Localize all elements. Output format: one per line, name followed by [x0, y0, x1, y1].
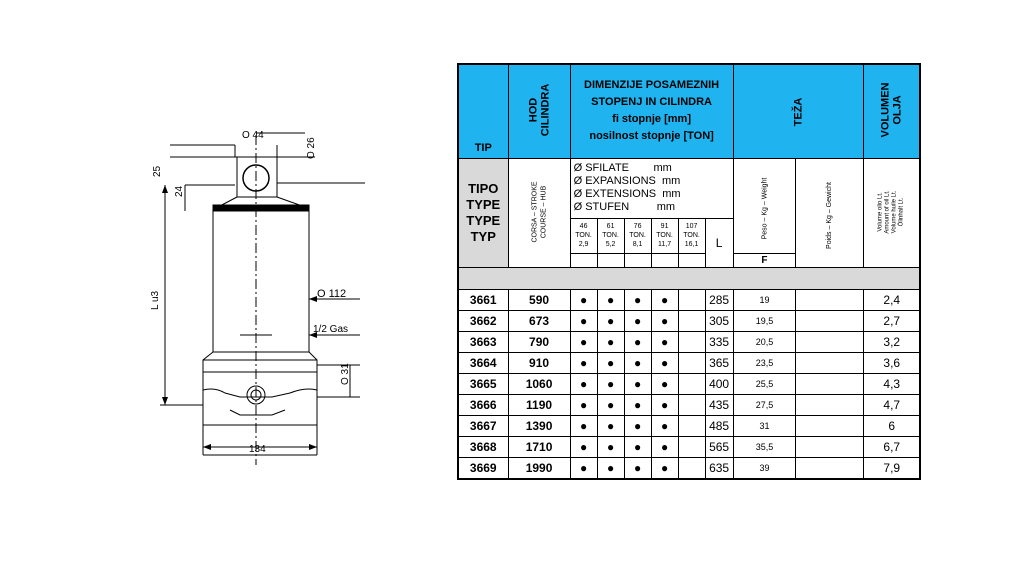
- row-stage-3-dot: ●: [624, 373, 651, 394]
- row-volume: 2,4: [864, 289, 921, 310]
- blank-stage-1: [570, 253, 597, 267]
- row-stage-2-dot: ●: [597, 373, 624, 394]
- volume-header-text: VOLUMEN OLJA: [879, 82, 904, 138]
- stage-3: 76 TON. 8,1: [624, 218, 651, 253]
- row-stroke: 1390: [508, 415, 570, 436]
- row-stage-4-dot: ●: [651, 310, 678, 331]
- row-weight: 19: [733, 289, 796, 310]
- row-stage-2-dot: ●: [597, 289, 624, 310]
- row-weight: 35,5: [733, 436, 796, 457]
- row-length: 635: [705, 457, 733, 479]
- width-label: 134: [249, 444, 266, 455]
- dimensions-line-4: nosilnost stopnje [TON]: [589, 130, 714, 143]
- length-label: L u3: [150, 290, 161, 310]
- row-stage-1-dot: ●: [570, 289, 597, 310]
- languages-cell: [570, 158, 733, 218]
- lang-line-2: Ø EXPANSIONS mm: [573, 175, 681, 187]
- row-stage-5-dot: [678, 352, 705, 373]
- row-weight: 23,5: [733, 352, 796, 373]
- stroke-text: CORSA – STROKE COURSE – HUB: [531, 180, 548, 243]
- row-length: 335: [705, 331, 733, 352]
- port-label: 1/2 Gas: [313, 324, 349, 335]
- table-row: [458, 436, 920, 457]
- row-stage-3-dot: ●: [624, 289, 651, 310]
- row-tip: 3666: [458, 394, 508, 415]
- row-stroke: 910: [508, 352, 570, 373]
- row-stroke: 1060: [508, 373, 570, 394]
- row-length: 565: [705, 436, 733, 457]
- weight-label-text: Peso – Kg – Weight: [760, 177, 768, 239]
- body-diameter-label: O 112: [317, 288, 347, 300]
- row-stroke: 1990: [508, 457, 570, 479]
- dimensions-header: [570, 64, 733, 158]
- row-tip: 3661: [458, 289, 508, 310]
- row-stage-2-dot: ●: [597, 394, 624, 415]
- row-tip: 3667: [458, 415, 508, 436]
- type-cell: [458, 158, 508, 267]
- row-stage-5-dot: [678, 415, 705, 436]
- row-volume: 2,7: [864, 310, 921, 331]
- type-line-4: TYP: [470, 228, 496, 244]
- weight-label-cell: [733, 158, 796, 253]
- dimensions-line-1: DIMENZIJE POSAMEZNIH: [584, 79, 720, 92]
- row-stage-1-dot: ●: [570, 394, 597, 415]
- tip-header: TIP: [458, 64, 508, 158]
- row-stroke: 1190: [508, 394, 570, 415]
- stage-1: 46 TON. 2,9: [570, 218, 597, 253]
- row-stroke: 590: [508, 289, 570, 310]
- row-weight-blank: [796, 457, 864, 479]
- base-diameter-label: O 31: [340, 363, 351, 385]
- row-length: 435: [705, 394, 733, 415]
- row-stage-1-dot: ●: [570, 373, 597, 394]
- row-stage-3-dot: ●: [624, 352, 651, 373]
- table-row: [458, 415, 920, 436]
- row-stage-2-dot: ●: [597, 457, 624, 479]
- row-volume: 3,2: [864, 331, 921, 352]
- rod-diameter-label: O 44: [242, 130, 264, 141]
- row-stage-1-dot: ●: [570, 310, 597, 331]
- table-row: [458, 457, 920, 479]
- row-stage-5-dot: [678, 457, 705, 479]
- row-stage-4-dot: ●: [651, 415, 678, 436]
- row-weight-blank: [796, 289, 864, 310]
- row-stage-3-dot: ●: [624, 310, 651, 331]
- table-row: [458, 289, 920, 310]
- lang-line-4: Ø STUFEN mm: [573, 201, 676, 213]
- head-diameter-label: O 26: [306, 137, 317, 159]
- blank-stage-2: [597, 253, 624, 267]
- row-stage-5-dot: [678, 373, 705, 394]
- weight-header: [733, 64, 864, 158]
- stage-5: 107 TON. 16,1: [678, 218, 705, 253]
- row-weight: 39: [733, 457, 796, 479]
- row-tip: 3669: [458, 457, 508, 479]
- stage-4: 91 TON. 11,7: [651, 218, 678, 253]
- hod-header: [508, 64, 570, 158]
- row-stage-1-dot: ●: [570, 415, 597, 436]
- row-volume: 4,7: [864, 394, 921, 415]
- row-tip: 3668: [458, 436, 508, 457]
- table-row: [458, 373, 920, 394]
- row-stage-4-dot: ●: [651, 352, 678, 373]
- row-stage-5-dot: [678, 310, 705, 331]
- row-stage-4-dot: ●: [651, 394, 678, 415]
- type-line-1: TIPO: [468, 180, 499, 196]
- row-stage-2-dot: ●: [597, 331, 624, 352]
- table-row: [458, 310, 920, 331]
- row-weight: 27,5: [733, 394, 796, 415]
- row-weight-blank: [796, 394, 864, 415]
- row-stage-3-dot: ●: [624, 436, 651, 457]
- stroke-cell: [508, 158, 570, 267]
- row-length: 485: [705, 415, 733, 436]
- row-stage-2-dot: ●: [597, 415, 624, 436]
- dimensions-line-2: STOPENJ IN CILINDRA: [591, 96, 712, 109]
- lang-line-3: Ø EXTENSIONS mm: [573, 188, 681, 200]
- blank-stage-5: [678, 253, 705, 267]
- blank-stage-4: [651, 253, 678, 267]
- row-stage-1-dot: ●: [570, 331, 597, 352]
- spacer-cell: [458, 267, 920, 289]
- row-length: 285: [705, 289, 733, 310]
- row-weight-blank: [796, 373, 864, 394]
- table-row: [458, 394, 920, 415]
- row-stage-4-dot: ●: [651, 436, 678, 457]
- row-stage-4-dot: ●: [651, 373, 678, 394]
- spacer-row: [458, 267, 920, 289]
- weight-de-text: Poids – Kg – Gewicht: [826, 181, 834, 249]
- row-stage-2-dot: ●: [597, 436, 624, 457]
- row-tip: 3664: [458, 352, 508, 373]
- row-stage-4-dot: ●: [651, 331, 678, 352]
- row-weight-blank: [796, 415, 864, 436]
- spec-table: [457, 63, 921, 480]
- row-stage-1-dot: ●: [570, 436, 597, 457]
- volume-label-text: Volume olio Lt. Amount of oil Lt. Volume huile Lt. Ölinhalt Lt.: [877, 189, 905, 234]
- hod-header-text: HOD CILINDRA: [527, 83, 552, 137]
- row-stroke: 1710: [508, 436, 570, 457]
- row-stage-5-dot: [678, 331, 705, 352]
- type-line-3: TYPE: [466, 212, 501, 228]
- row-stage-3-dot: ●: [624, 331, 651, 352]
- row-stroke: 673: [508, 310, 570, 331]
- row-weight: 25,5: [733, 373, 796, 394]
- row-weight: 20,5: [733, 331, 796, 352]
- subheader-row-1: [458, 158, 920, 218]
- row-stage-4-dot: ●: [651, 457, 678, 479]
- row-volume: 3,6: [864, 352, 921, 373]
- row-stage-5-dot: [678, 436, 705, 457]
- data-rows: [458, 289, 920, 479]
- weight-de-cell: [796, 158, 864, 267]
- row-weight: 19,5: [733, 310, 796, 331]
- eye-height-label: 24: [174, 185, 185, 197]
- row-stage-5-dot: [678, 394, 705, 415]
- row-tip: 3665: [458, 373, 508, 394]
- weight-f-label: F: [733, 253, 796, 267]
- stage-2: 61 TON. 5,2: [597, 218, 624, 253]
- row-stage-1-dot: ●: [570, 352, 597, 373]
- type-line-2: TYPE: [466, 196, 501, 212]
- row-weight-blank: [796, 331, 864, 352]
- row-stroke: 790: [508, 331, 570, 352]
- row-volume: 4,3: [864, 373, 921, 394]
- row-stage-3-dot: ●: [624, 457, 651, 479]
- blank-stage-3: [624, 253, 651, 267]
- row-length: 400: [705, 373, 733, 394]
- lang-line-1: Ø SFILATE mm: [573, 162, 672, 174]
- row-stage-3-dot: ●: [624, 394, 651, 415]
- row-weight-blank: [796, 310, 864, 331]
- row-stage-3-dot: ●: [624, 415, 651, 436]
- row-stage-1-dot: ●: [570, 457, 597, 479]
- table-header-row: [458, 64, 920, 158]
- top-height-label: 25: [152, 165, 163, 177]
- row-volume: 6: [864, 415, 921, 436]
- row-volume: 7,9: [864, 457, 921, 479]
- row-tip: 3663: [458, 331, 508, 352]
- dimensions-line-3: fi stopnje [mm]: [612, 113, 691, 126]
- row-weight: 31: [733, 415, 796, 436]
- row-stage-4-dot: ●: [651, 289, 678, 310]
- row-weight-blank: [796, 352, 864, 373]
- weight-header-text: TEŽA: [792, 97, 805, 127]
- table-row: [458, 352, 920, 373]
- volume-label-cell: [864, 158, 921, 267]
- row-stage-2-dot: ●: [597, 352, 624, 373]
- row-length: 365: [705, 352, 733, 373]
- volume-header: [864, 64, 921, 158]
- row-length: 305: [705, 310, 733, 331]
- cylinder-drawing: [145, 125, 375, 470]
- table-row: [458, 331, 920, 352]
- l-label: L: [705, 218, 733, 267]
- row-weight-blank: [796, 436, 864, 457]
- row-stage-2-dot: ●: [597, 310, 624, 331]
- row-volume: 6,7: [864, 436, 921, 457]
- row-stage-5-dot: [678, 289, 705, 310]
- row-tip: 3662: [458, 310, 508, 331]
